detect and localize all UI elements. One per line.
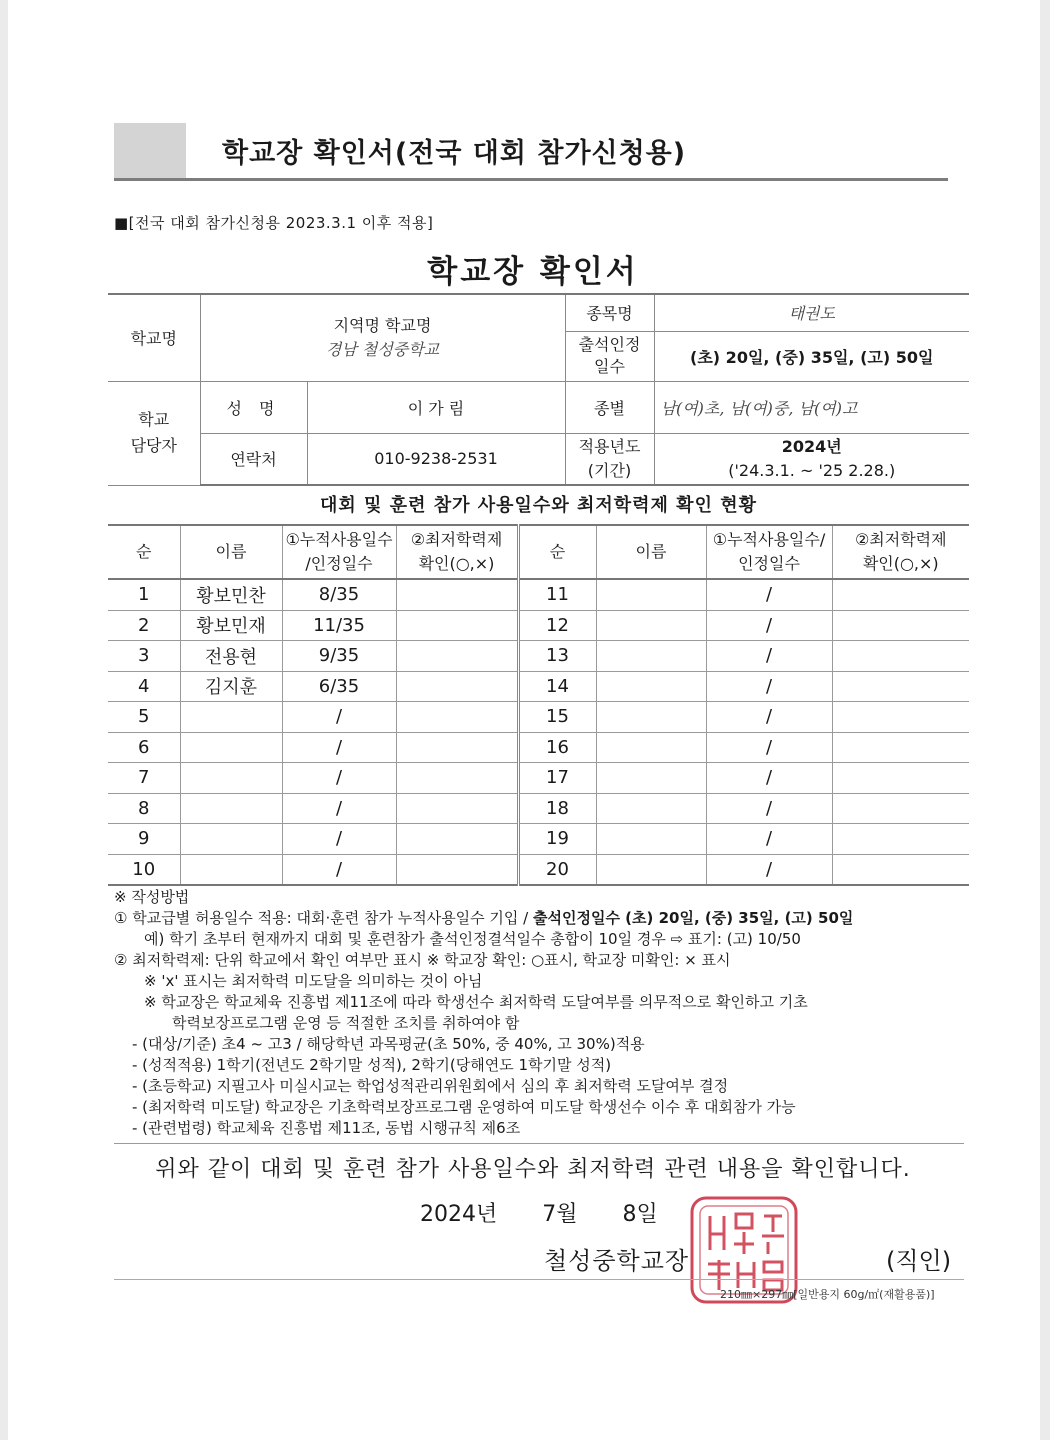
row-number-right: 14 [518,671,596,702]
row-number-right: 11 [518,579,596,610]
instructions-heading: ※ 작성방법 [114,888,190,906]
row-name-right [596,793,706,824]
row-number: 10 [108,854,180,885]
header-check-right [832,525,969,579]
document-title: 학교장 확인서(전국 대회 참가신청용) [222,138,687,169]
row-check-right [832,854,969,885]
table-row [108,579,969,610]
row-name-right [596,579,706,610]
instruction-line-7: - (대상/기준) 초4 ~ 고3 / 해당학년 과목평균(초 50%, 중 40%, 고 30%)적용 [132,1035,645,1053]
contact-person-label [108,381,200,485]
row-name [180,824,282,855]
row-number-right: 17 [518,763,596,794]
year-label-line1: 적용년도 [578,436,641,456]
header-check-line2: 확인(○,×) [418,554,495,573]
row-days: / [282,702,396,733]
instruction-line-1b: 출석인정일수 (초) 20일, (중) 35일, (고) 50일 [533,909,854,927]
contact-person-line1: 학교 [138,410,170,429]
row-number-right: 20 [518,854,596,885]
row-number: 9 [108,824,180,855]
row-days: 8/35 [282,579,396,610]
header-days-line2: /인정일수 [305,554,373,573]
header-no: 순 [108,525,180,579]
paper-spec-footer: 210㎜×297㎜[일반용지 60g/㎡(재활용품)] [720,1288,935,1301]
row-name-right [596,702,706,733]
row-days-right: / [706,671,832,702]
title-band [114,123,186,179]
header-days-line1: ①누적사용일수 [285,530,393,549]
roster-table [108,524,969,886]
row-number-right: 13 [518,641,596,672]
instruction-line-2: 예) 학기 초부터 현재까지 대회 및 훈련참가 출석인정결석일수 총합이 10일 경우 ⇨ 표기: (고) 10/50 [144,930,801,948]
date-month: 7월 [542,1202,578,1227]
instruction-line-6: 학력보장프로그램 운영 등 적절한 조치를 취하여야 함 [172,1014,520,1032]
row-name: 황보민찬 [180,579,282,610]
instruction-line-1a: ① 학교급별 허용일수 적용: 대회·훈련 참가 누적사용일수 기입 / [114,909,533,927]
header-check-right-line1: ②최저학력제 [854,530,947,549]
row-name-right [596,610,706,641]
row-check [396,854,518,885]
header-days [282,525,396,579]
header-no-right: 순 [518,525,596,579]
header-check-right-line2: 확인(○,×) [862,554,939,573]
row-number: 7 [108,763,180,794]
row-number-right: 12 [518,610,596,641]
year-value: 2024년 [781,436,842,456]
phone-value: 010-9238-2531 [307,433,565,485]
row-number: 5 [108,702,180,733]
instructions [114,887,994,1139]
row-check [396,793,518,824]
row-days: 9/35 [282,641,396,672]
application-note: ■[전국 대회 참가신청용 2023.3.1 이후 적용] [114,214,434,232]
days-label [565,331,654,381]
row-number: 4 [108,671,180,702]
row-days-right: / [706,854,832,885]
row-number: 2 [108,610,180,641]
instruction-line-9: - (초등학교) 지필고사 미실시교는 학업성적관리위원회에서 심의 후 최저학력 도달여부 결정 [132,1077,729,1095]
row-check-right [832,579,969,610]
row-number-right: 19 [518,824,596,855]
row-days-right: / [706,763,832,794]
row-check-right [832,610,969,641]
row-name-right [596,824,706,855]
row-check-right [832,824,969,855]
row-name-right [596,641,706,672]
row-days: / [282,824,396,855]
row-check [396,702,518,733]
header-check [396,525,518,579]
main-title: 학교장 확인서 [427,254,639,290]
contact-person-line2: 담당자 [130,436,177,455]
school-value: 경남 철성중학교 [325,339,440,359]
instruction-line-3: ② 최저학력제: 단위 학교에서 확인 여부만 표시 ※ 학교장 확인: ○표시, 학교장 미확인: × 표시 [114,951,731,969]
row-days-right: / [706,824,832,855]
phone-label: 연락처 [200,433,307,485]
table-row [108,641,969,672]
row-check [396,610,518,641]
row-name [180,763,282,794]
row-name-right [596,671,706,702]
instruction-line-8: - (성적적용) 1학기(전년도 2학기말 성적), 2학기(당해연도 1학기말 성적) [132,1056,612,1074]
instruction-line-11: - (관련법령) 학교체육 진흥법 제11조, 동법 시행규칙 제6조 [132,1119,521,1137]
days-label-line1: 출석인정 [578,335,641,354]
table-row [108,793,969,824]
days-value: (초) 20일, (중) 35일, (고) 50일 [654,331,969,381]
row-name [180,793,282,824]
issue-date [420,1197,658,1228]
table-row [108,610,969,641]
row-check [396,579,518,610]
sport-value: 태권도 [654,294,969,331]
row-number-right: 18 [518,793,596,824]
days-label-line2: 일수 [594,357,625,376]
year-label [565,433,654,485]
row-name-right [596,763,706,794]
table-row [108,824,969,855]
row-days: / [282,732,396,763]
row-name: 황보민재 [180,610,282,641]
year-period: ('24.3.1. ~ '25 2.28.) [728,460,896,480]
row-days: / [282,763,396,794]
row-check [396,732,518,763]
table-row [108,671,969,702]
row-days-right: / [706,793,832,824]
row-number: 3 [108,641,180,672]
table-row [108,732,969,763]
header-days-right-line1: ①누적사용일수/ [712,530,826,549]
instruction-line-10: - (최저학력 미도달) 학교장은 기초학력보장프로그램 운영하여 미도달 학생선수 이수 후 대회참가 가능 [132,1098,796,1116]
school-cell [200,294,565,381]
section-title: 대회 및 훈련 참가 사용일수와 최저학력제 확인 현황 [319,495,757,516]
document-page [8,0,1040,1440]
row-check-right [832,641,969,672]
row-days: 6/35 [282,671,396,702]
header-days-right-line2: 인정일수 [738,554,800,573]
row-name: 김지훈 [180,671,282,702]
row-days-right: / [706,641,832,672]
date-day: 8일 [622,1202,658,1227]
confirmation-text: 위와 같이 대회 및 훈련 참가 사용일수와 최저학력 관련 내용을 확인합니다. [155,1157,911,1182]
header-days-right [706,525,832,579]
row-number: 8 [108,793,180,824]
row-name-right [596,854,706,885]
row-days-right: / [706,579,832,610]
table-row [108,702,969,733]
school-label: 학교명 [108,294,200,381]
school-caption: 지역명 학교명 [333,315,432,335]
row-check [396,824,518,855]
row-days: 11/35 [282,610,396,641]
row-days-right: / [706,702,832,733]
row-name-right [596,732,706,763]
row-name: 전용현 [180,641,282,672]
instruction-line-5: ※ 학교장은 학교체육 진흥법 제11조에 따라 학생선수 최저학력 도달여부를 의무적으로 확인하고 기초 [144,993,808,1011]
row-days: / [282,793,396,824]
row-check-right [832,671,969,702]
header-name: 이름 [180,525,282,579]
name-label: 성 명 [200,381,307,433]
row-check-right [832,763,969,794]
type-value: 남(여)초, 남(여)중, 남(여)고 [654,381,969,433]
row-check-right [832,793,969,824]
footer-rule [114,1279,964,1280]
row-number: 1 [108,579,180,610]
date-year: 2024년 [420,1202,498,1227]
table-row [108,763,969,794]
header-check-line1: ②최저학력제 [410,530,503,549]
row-days: / [282,854,396,885]
principal-name: 철성중학교장 [544,1247,690,1275]
row-check-right [832,702,969,733]
row-number: 6 [108,732,180,763]
name-value: 이 가 림 [307,381,565,433]
row-check-right [832,732,969,763]
row-check [396,763,518,794]
row-name [180,854,282,885]
row-check [396,671,518,702]
table-row [108,854,969,885]
sport-label: 종목명 [565,294,654,331]
roster-header-row [108,525,969,579]
year-label-line2: (기간) [587,460,632,480]
row-name [180,702,282,733]
row-check [396,641,518,672]
row-days-right: / [706,610,832,641]
type-label: 종별 [565,381,654,433]
year-cell [654,433,969,485]
instruction-line-4: ※ 'x' 표시는 최저학력 미도달을 의미하는 것이 아님 [144,972,483,990]
bottom-rule [114,1143,964,1144]
info-table [108,293,969,486]
instruction-line-1 [114,908,994,929]
row-number-right: 16 [518,732,596,763]
header-name-right: 이름 [596,525,706,579]
row-number-right: 15 [518,702,596,733]
title-rule [114,178,948,181]
row-days-right: / [706,732,832,763]
row-name [180,732,282,763]
seal-label: (직인) [886,1247,952,1275]
